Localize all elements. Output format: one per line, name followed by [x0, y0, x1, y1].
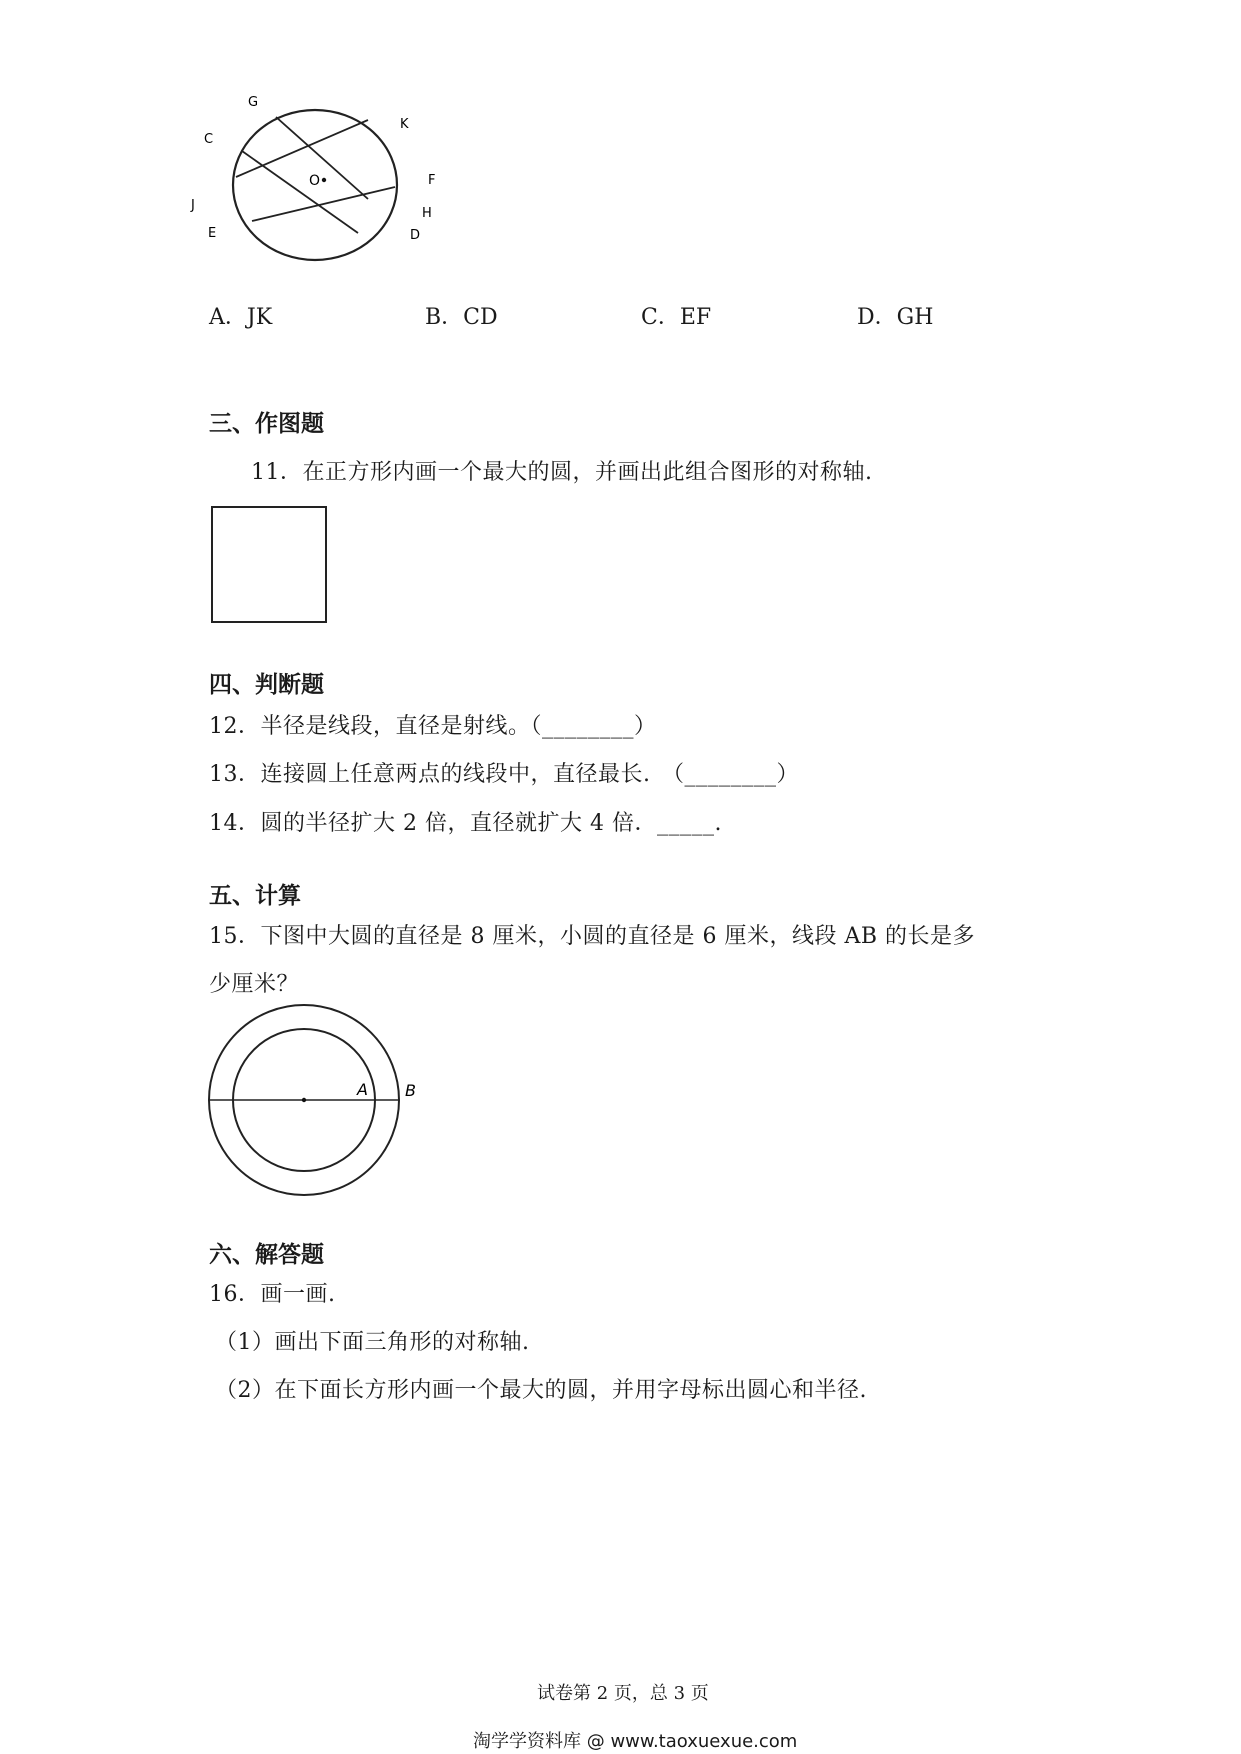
option-a[interactable]: A．JK — [209, 305, 273, 330]
option-c[interactable]: C．EF — [641, 305, 712, 330]
question-12: 12．半径是线段，直径是射线。（________） — [209, 714, 657, 739]
label-b: B — [405, 1081, 416, 1100]
label-j: J — [191, 198, 195, 213]
page-footer: 试卷第 2 页，总 3 页 — [537, 1683, 709, 1704]
center-point — [322, 178, 326, 182]
label-d: D — [410, 228, 421, 243]
question-13: 13．连接圆上任意两点的线段中，直径最长. （________） — [209, 762, 799, 787]
question-16-part-1: （1）画出下面三角形的对称轴. — [215, 1330, 530, 1355]
chord-circle-figure — [191, 95, 436, 275]
center-point — [302, 1098, 306, 1102]
section-5-heading: 五、计算 — [209, 883, 301, 909]
option-b[interactable]: B．CD — [425, 305, 498, 330]
label-o: O — [309, 173, 321, 189]
label-g: G — [248, 95, 259, 110]
question-15-line-1: 15．下图中大圆的直径是 8 厘米，小圆的直径是 6 厘米，线段 AB 的长是多 — [209, 924, 976, 949]
chord-jk — [236, 120, 368, 177]
question-16-part-2: （2）在下面长方形内画一个最大的圆，并用字母标出圆心和半径. — [215, 1378, 867, 1403]
chord-cd — [242, 151, 358, 233]
label-a: A — [357, 1080, 368, 1099]
question-14: 14．圆的半径扩大 2 倍，直径就扩大 4 倍．_____. — [209, 811, 722, 836]
section-3-heading: 三、作图题 — [209, 411, 324, 437]
question-16: 16．画一画. — [209, 1282, 336, 1307]
label-h: H — [422, 206, 432, 221]
question-15-line-2: 少厘米？ — [209, 972, 300, 997]
chord-ef — [252, 187, 395, 221]
label-k: K — [400, 117, 409, 132]
option-d[interactable]: D．GH — [857, 305, 934, 330]
watermark: 淘学学资料库 @ www.taoxuexue.com — [473, 1731, 798, 1752]
section-6-heading: 六、解答题 — [209, 1242, 324, 1268]
label-c: C — [204, 132, 214, 147]
question-11: 11．在正方形内画一个最大的圆，并画出此组合图形的对称轴. — [251, 460, 873, 485]
section-4-heading: 四、判断题 — [209, 672, 324, 698]
label-f: F — [428, 173, 436, 188]
square-drawing-box — [211, 506, 327, 623]
chord-gh — [276, 117, 368, 199]
label-e: E — [208, 226, 217, 241]
concentric-circles-figure — [200, 1010, 440, 1210]
